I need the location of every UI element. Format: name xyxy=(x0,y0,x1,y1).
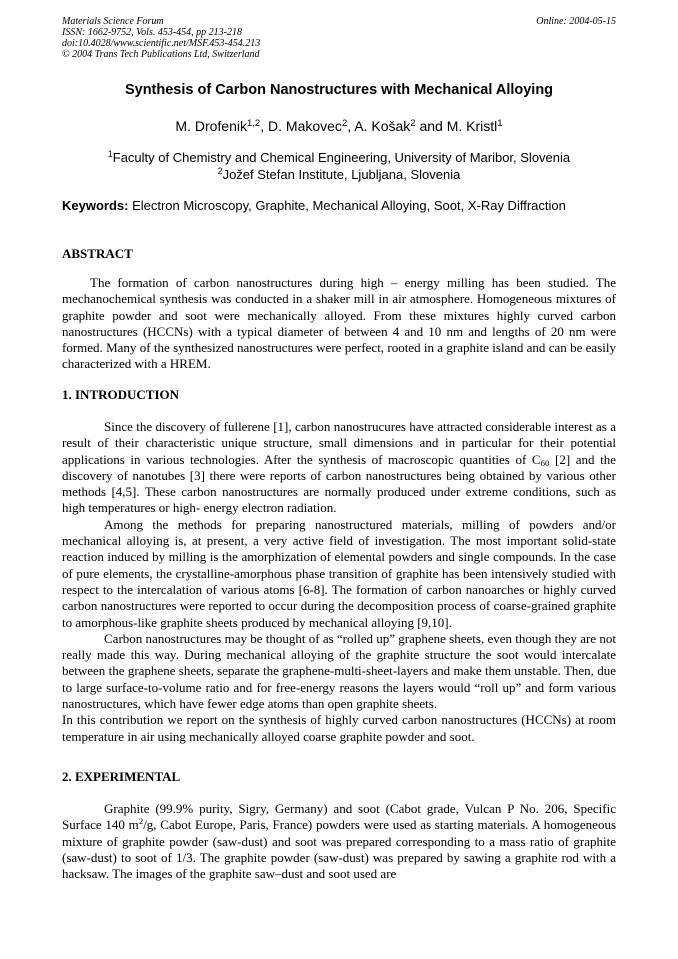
journal-doi: doi:10.4028/www.scientific.net/MSF.453-454.213 xyxy=(62,38,261,49)
keywords-text: Electron Microscopy, Graphite, Mechanical Alloying, Soot, X-Ray Diffraction xyxy=(128,198,566,213)
intro-paragraph-4: In this contribution we report on the synthesis of highly curved carbon nanostructures (HCCNs) at room temperature in air using mechanically alloyed coarse graphite powder and soot. xyxy=(62,712,616,744)
experimental-heading: 2. EXPERIMENTAL xyxy=(62,769,181,784)
m2-superscript: 2 xyxy=(138,816,144,827)
journal-header xyxy=(62,16,260,60)
intro-paragraph-1 xyxy=(62,419,616,517)
intro-paragraph-2: Among the methods for preparing nanostructured materials, milling of powders and/or mechanical alloying is, at present, a very active field of investigation. The most important solid-state reaction induced by milling is the amorphization of elemental powders and single compounds. In the case of pure elements, the crystalline-amorphous phase transition of graphite has been intensively studied with respect to the intercalation of various atoms [6-8]. The formation of carbon nanoarches or highly curved carbon nanostructures were reported to occur during the decomposition process of coarse-grained graphite to amorphous-like graphite sheets produced by mechanical alloying [9,10]. xyxy=(62,516,616,630)
online-date: Online: 2004-05-15 xyxy=(536,16,616,27)
keywords-label: Keywords: xyxy=(62,198,129,213)
author-separator: , xyxy=(347,118,355,134)
author-list xyxy=(0,118,678,134)
intro-p1-text-a: Since the discovery of fullerene [1], carbon nanostrucures have attracted considerable interest as a result of their characteristic unique structure, small dimensions and in particular for their potential applications in various technologies. After the synthesis of macroscopic quantities of C xyxy=(62,419,616,467)
journal-name: Materials Science Forum xyxy=(62,16,164,27)
journal-copyright: © 2004 Trans Tech Publications Ltd, Switzerland xyxy=(62,49,260,60)
journal-issn: ISSN: 1662-9752, Vols. 453-454, pp 213-218 xyxy=(62,27,242,38)
intro-p1-text-b: [2] and the discovery of nanotubes [3] there were reports of carbon nanostructures being obtained by various other methods [4,5]. These carbon nanostructures are normally produced under extreme conditions, such as high temperatures or high- energy electron radiation. xyxy=(62,451,617,516)
affiliation-2 xyxy=(0,167,678,182)
exp-p1-text-b: /g, Cabot Europe, Paris, France) powders were used as starting materials. A homogeneous mixture of graphite powder (saw-dust) and soot was prepared corresponding to a mass ratio of graphite (saw-dust) to soot of 1/3. The graphite powder (saw-dust) was prepared by sawing a graphite rod with a hacksaw. The images of the graphite saw–dust and soot used are xyxy=(62,817,617,882)
affiliation-text: Jožef Stefan Institute, Ljubljana, Slovenia xyxy=(222,167,461,182)
exp-p1-text-a: Graphite (99.9% purity, Sigry, Germany) and soot (Cabot grade, Vulcan P No. 206, Specific Surface 140 m xyxy=(62,801,616,833)
experimental-paragraph-1 xyxy=(62,801,616,882)
author-separator: , xyxy=(260,118,269,134)
c60-subscript: 60 xyxy=(540,457,550,468)
introduction-body xyxy=(62,419,616,745)
affiliation-1 xyxy=(0,150,678,165)
affiliation-text: Faculty of Chemistry and Chemical Engineering, University of Maribor, Slovenia xyxy=(112,150,571,165)
affiliation-mark: 2 xyxy=(217,166,223,177)
author-affiliation-mark: 1,2 xyxy=(247,117,261,129)
author-affiliation-mark: 2 xyxy=(410,117,416,129)
introduction-heading: 1. INTRODUCTION xyxy=(62,387,180,402)
author-affiliation-mark: 2 xyxy=(341,117,348,129)
author-name: M. Kristl xyxy=(446,118,498,134)
intro-paragraph-3: Carbon nanostructures may be thought of as “rolled up” graphene sheets, even though they are not really made this way. During mechanical alloying of the graphite structure the soot would intercalate between the graphene sheets, separate the graphene-multi-sheet-layers and make them unstable. Then, due to large surface-to-volume ratio and for free-energy reasons the layers would “roll up” and form various nanostructures, which have fewer edge atoms than open graphite sheets. xyxy=(62,630,616,712)
abstract-heading: ABSTRACT xyxy=(62,246,133,261)
keywords xyxy=(62,198,618,213)
author-separator: and xyxy=(415,118,447,134)
author-name: D. Makovec xyxy=(268,118,342,134)
paper-title: Synthesis of Carbon Nanostructures with Mechanical Alloying xyxy=(124,82,554,98)
affiliation-mark: 1 xyxy=(107,149,113,160)
author-affiliation-mark: 1 xyxy=(497,117,503,129)
author-name: M. Drofenik xyxy=(175,118,247,134)
abstract-body xyxy=(62,275,616,373)
abstract-paragraph: The formation of carbon nanostructures during high – energy milling has been studied. The mechanochemical synthesis was conducted in a shaker mill in air atmosphere. Homogeneous mixtures of graphite powder and soot were mechanically alloyed. From these mixtures highly curved carbon nanostructures (HCCNs) with a typical diameter of between 4 and 10 nm and lengths of 20 nm were formed. Many of the synthesized nanostructures were perfect, rooted in a graphite island and can be easily characterized with a HREM. xyxy=(62,275,616,372)
experimental-body xyxy=(62,801,616,882)
author-name: A. Košak xyxy=(354,118,411,134)
